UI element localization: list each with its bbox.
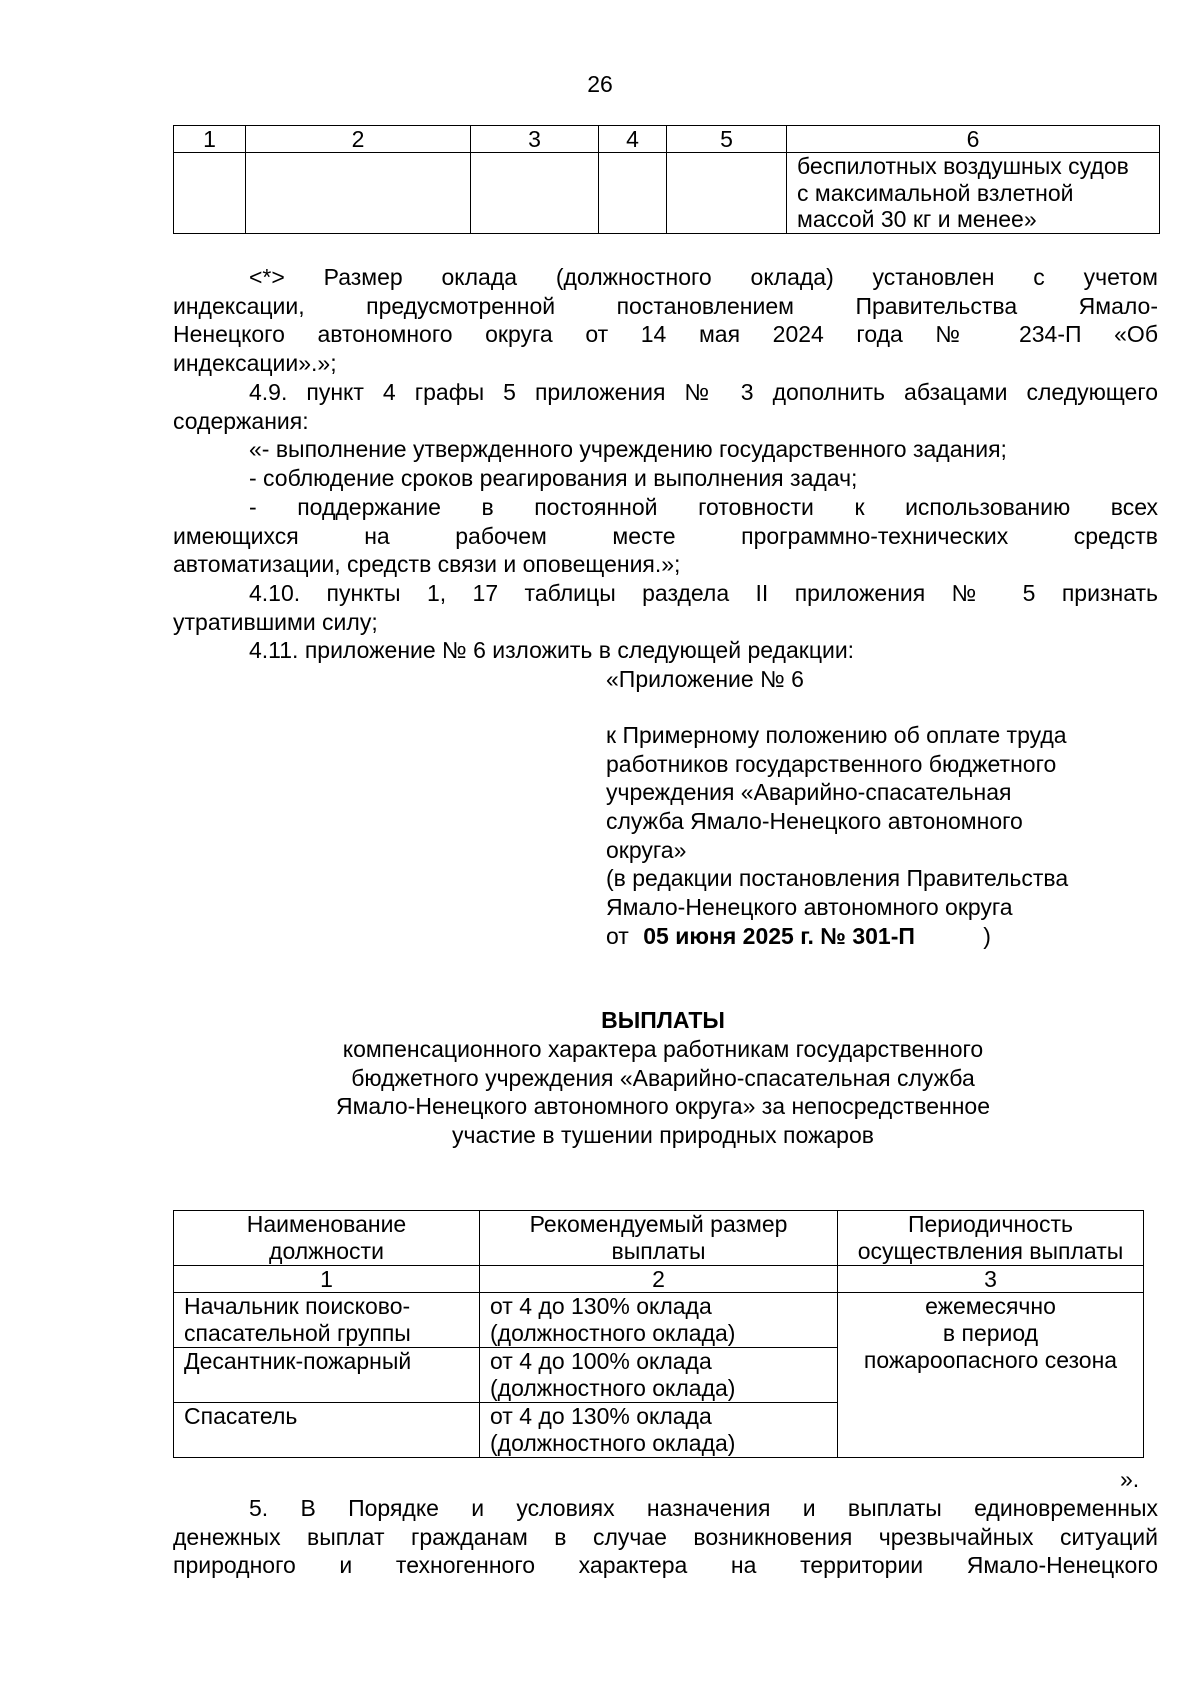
- header-cell: [480, 1211, 838, 1266]
- text-line: 4.9. пункт 4 графы 5 приложения № 3 дополнить абзацами следующего: [249, 379, 1158, 405]
- text-line: денежных выплат гражданам в случае возникновения чрезвычайных ситуаций: [173, 1523, 1158, 1550]
- text-line: утратившими силу;: [173, 608, 378, 635]
- periodicity-cell: [838, 1293, 1144, 1458]
- column-number: 5: [667, 126, 787, 153]
- column-number: 3: [838, 1266, 1144, 1293]
- cell-line: от 4 до 130% оклада: [490, 1403, 712, 1429]
- cell-line: с максимальной взлетной: [797, 179, 1074, 206]
- text-line: 4.10. пункты 1, 17 таблицы раздела II приложения № 5 признать: [249, 580, 1158, 606]
- text-line: содержания:: [173, 407, 309, 434]
- item-5-paragraph: [173, 1494, 1158, 1580]
- header-line: Рекомендуемый размер: [529, 1211, 788, 1237]
- continued-table: [173, 125, 1160, 234]
- appendix-line: служба Ямало-Ненецкого автономного: [606, 808, 1023, 835]
- text-line: индексации».»;: [173, 350, 337, 377]
- cell-line: ежемесячно: [925, 1293, 1056, 1319]
- appendix-header: [606, 721, 1166, 951]
- text-line: 5. В Порядке и условиях назначения и выплаты единовременных: [249, 1495, 1158, 1521]
- subtitle-line: Ямало-Ненецкого автономного округа» за непосредственное: [335, 1093, 990, 1120]
- text-line: «- выполнение утвержденного учреждению государственного задания;: [249, 436, 1007, 462]
- document-date: 05 июня 2025 г. № 301-П: [643, 922, 915, 949]
- cell-line: массой 30 кг и менее»: [797, 206, 1037, 232]
- header-line: выплаты: [611, 1238, 706, 1264]
- date-prefix: от: [606, 922, 629, 949]
- column-number-row: [174, 1266, 1144, 1293]
- appendix-line: учреждения «Аварийно-спасательная: [606, 779, 1012, 806]
- amount-cell: [480, 1348, 838, 1403]
- item-4-9-paragraph: [173, 378, 1158, 435]
- header-cell: [838, 1211, 1144, 1266]
- text-line: - поддержание в постоянной готовности к использованию всех: [249, 494, 1158, 520]
- appendix-line: (в редакции постановления Правительства: [606, 865, 1069, 892]
- cell-line: (должностного оклада): [490, 1375, 736, 1401]
- appendix-line: округа»: [606, 836, 687, 863]
- header-line: Наименование: [246, 1211, 407, 1237]
- header-line: Периодичность: [907, 1211, 1073, 1237]
- column-number: 2: [480, 1266, 838, 1293]
- cell-line: (должностного оклада): [490, 1320, 736, 1346]
- position-cell: [174, 1293, 480, 1348]
- quote-paragraph-3: [173, 493, 1158, 579]
- text-line: <*> Размер оклада (должностного оклада) установлен с учетом: [249, 264, 1158, 290]
- cell-line: Спасатель: [184, 1403, 298, 1429]
- position-cell: [174, 1403, 480, 1458]
- table-cell: [246, 153, 471, 234]
- item-4-10-paragraph: [173, 579, 1158, 636]
- cell-line: (должностного оклада): [490, 1430, 736, 1456]
- position-cell: [174, 1348, 480, 1403]
- cell-line: в период: [942, 1320, 1039, 1346]
- cell-line: спасательной группы: [184, 1320, 411, 1346]
- table-cell: [174, 153, 246, 234]
- text-line: индексации, предусмотренной постановлением Правительства Ямало-: [173, 292, 1158, 319]
- text-line: Ненецкого автономного округа от 14 мая 2024 года № 234-П «Об: [173, 321, 1158, 348]
- table-header-row: [174, 126, 1160, 153]
- amount-cell: [480, 1403, 838, 1458]
- text-line: - соблюдение сроков реагирования и выполнения задач;: [249, 465, 858, 491]
- column-number: 3: [471, 126, 599, 153]
- table-row: [174, 1293, 1144, 1348]
- section-subtitle: [0, 1035, 1200, 1150]
- header-line: должности: [269, 1238, 384, 1264]
- header-cell: [174, 1211, 480, 1266]
- text-line: природного и техногенного характера на территории Ямало-Ненецкого: [173, 1552, 1158, 1579]
- item-4-11-paragraph: [173, 636, 1158, 665]
- appendix-line: работников государственного бюджетного: [606, 750, 1057, 777]
- appendix-title: [606, 665, 1166, 694]
- appendix-line: Ямало-Ненецкого автономного округа: [606, 894, 1013, 921]
- table-cell: [787, 153, 1160, 234]
- header-line: осуществления выплаты: [857, 1238, 1124, 1264]
- text-line: имеющихся на рабочем месте программно-технических средств: [173, 522, 1158, 549]
- subtitle-line: участие в тушении природных пожаров: [452, 1122, 874, 1149]
- date-suffix: ): [983, 922, 991, 949]
- closing-quote-mark: ».: [1120, 1466, 1140, 1492]
- footnote-paragraph: [173, 263, 1158, 378]
- table-cell: [599, 153, 667, 234]
- column-number: 1: [174, 126, 246, 153]
- cell-line: беспилотных воздушных судов: [797, 153, 1129, 179]
- page-number: 26: [587, 71, 613, 97]
- payments-table: [173, 1210, 1144, 1458]
- column-number: 2: [246, 126, 471, 153]
- section-title: ВЫПЛАТЫ: [601, 1007, 725, 1033]
- text-line: автоматизации, средств связи и оповещения.»;: [173, 551, 681, 578]
- table-row: [174, 153, 1160, 234]
- quote-line-1: [173, 435, 1158, 464]
- appendix-line: к Примерному положению об оплате труда: [606, 722, 1067, 748]
- cell-line: от 4 до 130% оклада: [490, 1293, 712, 1319]
- amount-cell: [480, 1293, 838, 1348]
- column-number: 4: [599, 126, 667, 153]
- appendix-heading: «Приложение № 6: [606, 666, 804, 692]
- cell-line: Десантник-пожарный: [184, 1348, 412, 1374]
- text-line: 4.11. приложение № 6 изложить в следующей редакции:: [249, 637, 855, 663]
- column-number: 6: [787, 126, 1160, 153]
- column-number: 1: [174, 1266, 480, 1293]
- subtitle-line: бюджетного учреждения «Аварийно-спасательная служба: [351, 1064, 975, 1091]
- cell-line: Начальник поисково-: [184, 1293, 411, 1319]
- appendix-date-line: [606, 922, 1166, 951]
- quote-line-2: [173, 464, 1158, 493]
- cell-line: пожароопасного сезона: [863, 1347, 1118, 1373]
- table-cell: [667, 153, 787, 234]
- table-cell: [471, 153, 599, 234]
- subtitle-line: компенсационного характера работникам государственного: [342, 1036, 984, 1062]
- cell-line: от 4 до 100% оклада: [490, 1348, 712, 1374]
- table-header-row: [174, 1211, 1144, 1266]
